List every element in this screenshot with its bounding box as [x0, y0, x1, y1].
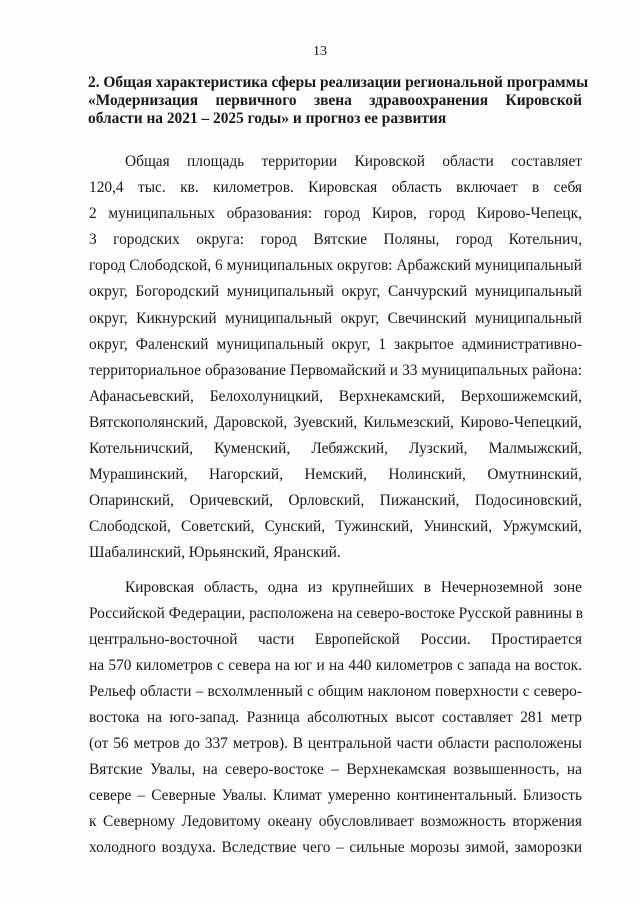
- text-line: Вятские Увалы, на северо-востоке – Верхнекамская возвышенность, на: [89, 761, 582, 779]
- text-line: востока на юго-запад. Разница абсолютных высот составляет 281 метр: [89, 708, 582, 726]
- document-body: [89, 149, 582, 862]
- text-line: округ, Фаленский муниципальный округ, 1 закрытое административно-: [89, 335, 582, 353]
- paragraph-spacer: [89, 567, 582, 575]
- text-line: 3 городских округа: город Вятские Поляны, город Котельнич,: [89, 231, 582, 249]
- section-heading: [88, 74, 589, 128]
- heading-line: «Модернизация первичного звена здравоохранения Кировской: [88, 92, 582, 109]
- text-line: (от 56 метров до 337 метров). В центральной части области расположены: [89, 735, 582, 753]
- text-line: к Северному Ледовитому океану обусловливает возможность вторжения: [89, 813, 582, 831]
- text-line: 120,4 тыс. кв. километров. Кировская область включает в себя: [89, 179, 582, 197]
- text-line: Слободской, Советский, Сунский, Тужинский, Унинский, Уржумский,: [89, 518, 582, 536]
- text-line: Российской Федерации, расположена на северо-востоке Русской равнины в: [89, 604, 584, 622]
- text-line: Афанасьевский, Белохолуницкий, Верхнекамский, Верхошижемский,: [89, 387, 582, 405]
- text-line: Котельничский, Куменский, Лебяжский, Лузский, Малмыжский,: [89, 440, 582, 458]
- text-line: округ, Кикнурский муниципальный округ, Свечинский муниципальный: [89, 309, 582, 327]
- heading-line: 2. Общая характеристика сферы реализации региональной программы: [88, 74, 589, 91]
- page-number: 13: [313, 44, 327, 59]
- text-line: Общая площадь территории Кировской области составляет: [125, 153, 582, 170]
- text-line: Опаринский, Оричевский, Орловский, Пижанский, Подосиновский,: [89, 492, 582, 510]
- paragraph-territory: [89, 149, 582, 567]
- text-line: Шабалинский, Юрьянский, Яранский.: [89, 544, 341, 562]
- text-line: севере – Северные Увалы. Климат умеренно континентальный. Близость: [89, 787, 582, 805]
- text-line: на 570 километров с севера на юг и на 440 километров с запада на восток.: [89, 656, 582, 674]
- text-line: 2 муниципальных образования: город Киров, город Кирово-Чепецк,: [89, 205, 582, 223]
- text-line: Кировская область, одна из крупнейших в Нечерноземной зоне: [125, 578, 582, 596]
- heading-line: области на 2021 – 2025 годы» и прогноз ее развития: [88, 110, 447, 127]
- paragraph-geography: [89, 575, 582, 862]
- text-line: округ, Богородский муниципальный округ, Санчурский муниципальный: [89, 283, 582, 301]
- text-line: Рельеф области – всхолмленный с общим наклоном поверхности с северо-: [89, 682, 582, 700]
- text-line: холодного воздуха. Вследствие чего – сильные морозы зимой, заморозки: [89, 839, 582, 857]
- text-line: территориальное образование Первомайский и 33 муниципальных района:: [89, 361, 582, 379]
- text-line: центрально-восточной части Европейской России. Простирается: [89, 630, 582, 648]
- text-line: город Слободской, 6 муниципальных округов: Арбажский муниципальный: [89, 257, 582, 275]
- text-line: Мурашинский, Нагорский, Немский, Нолинский, Омутнинский,: [89, 466, 582, 484]
- text-line: Вятскополянский, Даровской, Зуевский, Кильмезский, Кирово-Чепецкий,: [89, 413, 582, 431]
